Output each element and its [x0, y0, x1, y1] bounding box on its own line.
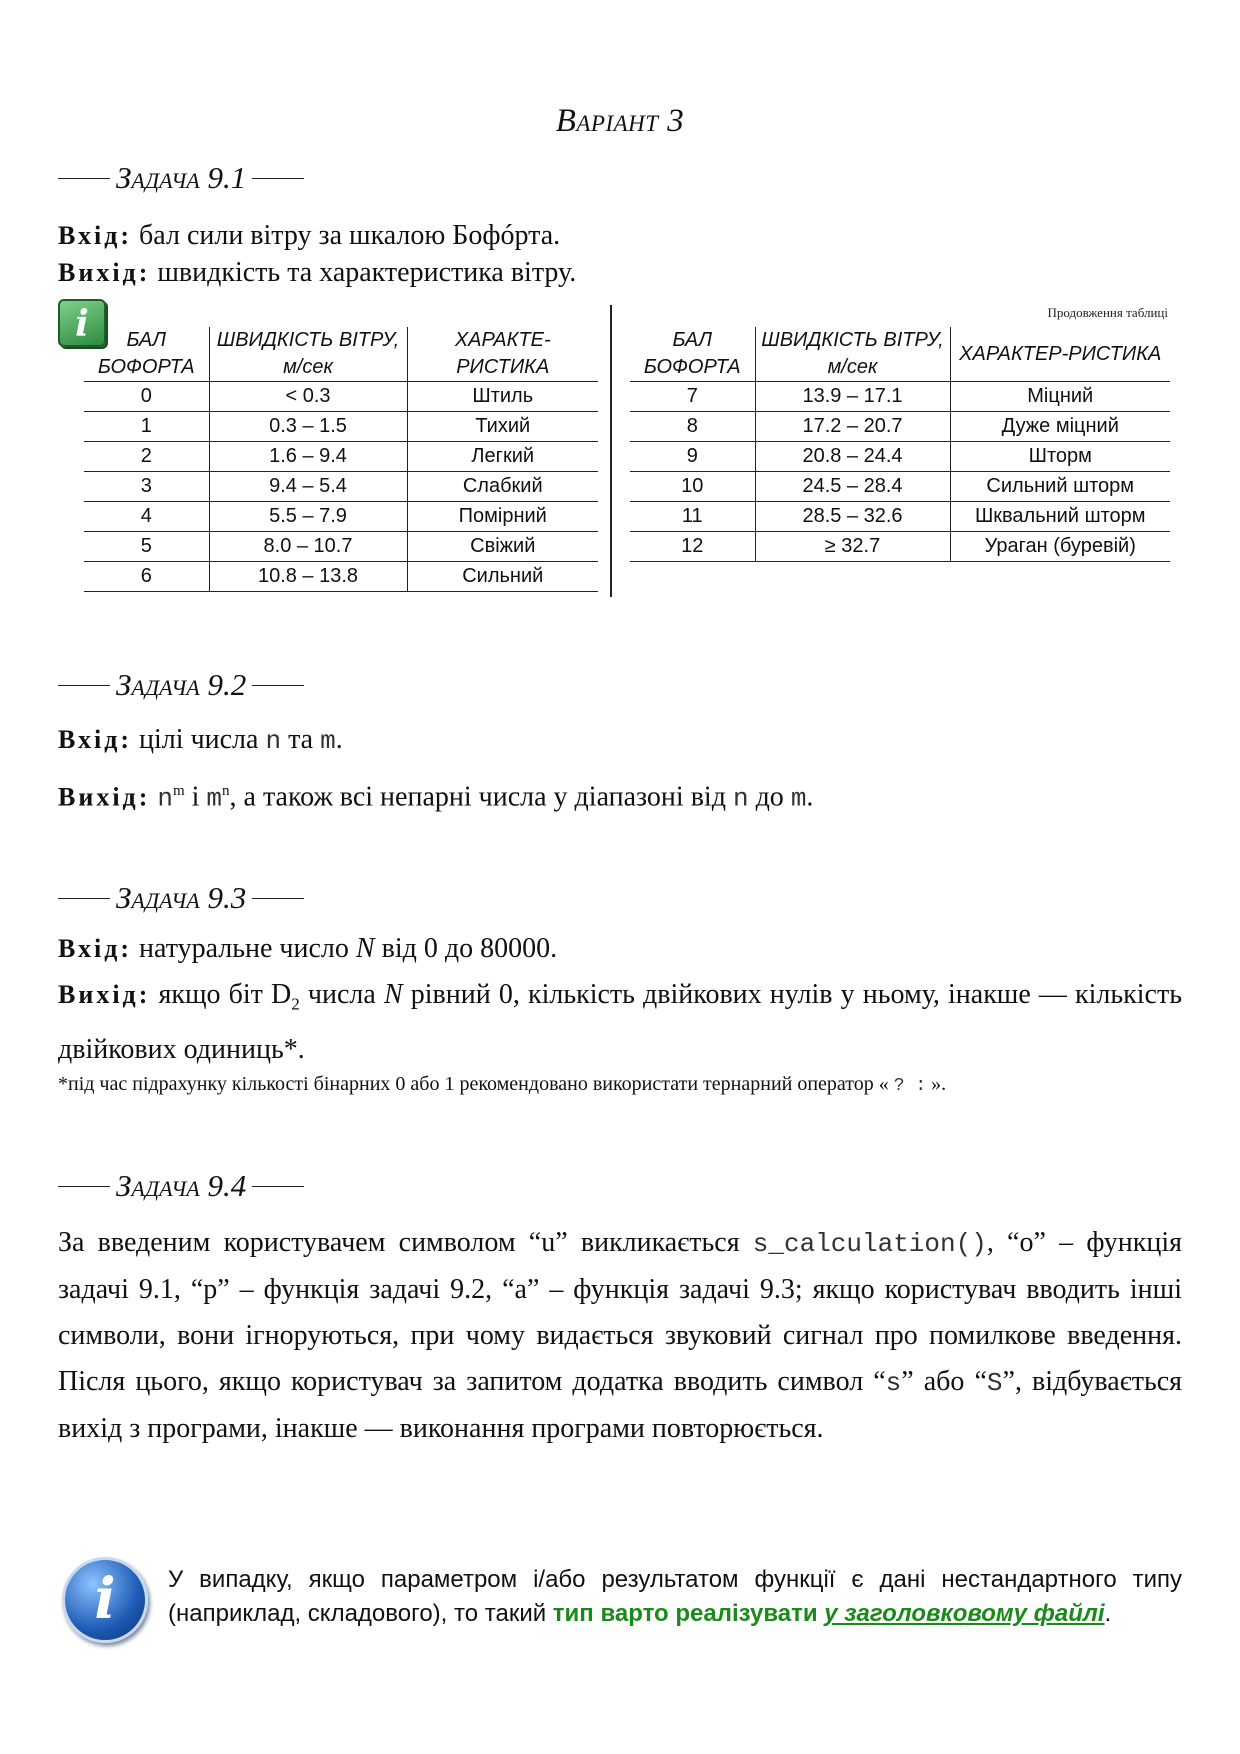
speed-cell: 5.5 – 7.9 — [209, 502, 407, 532]
characteristic-cell: Сильний — [407, 562, 598, 592]
task-9-3-footnote: *під час підрахунку кількості бінарних 0 або 1 рекомендовано використати тернарний оператор « ? : ». — [58, 1073, 947, 1096]
table-row — [84, 472, 598, 502]
beaufort-cell: 7 — [630, 382, 755, 412]
col-header-characteristic: ХАРАКТЕ-РИСТИКА — [407, 327, 598, 382]
task-9-1-heading: Задача 9.1 — [58, 160, 310, 196]
table-row — [84, 532, 598, 562]
col-header-beaufort: БАЛ БОФОРТА — [84, 327, 209, 382]
speed-cell: 13.9 – 17.1 — [755, 382, 950, 412]
beaufort-cell: 2 — [84, 442, 209, 472]
header-file-note: У випадку, якщо параметром і/або результатом функції є дані нестандартного типу (наприклад, складового), то такий тип варто реалізувати у заголовковому файлі. — [168, 1566, 1182, 1627]
characteristic-cell: Легкий — [407, 442, 598, 472]
table-row — [630, 472, 1170, 502]
task-9-3-heading: Задача 9.3 — [58, 880, 310, 916]
info-circle-icon: i — [62, 1557, 148, 1643]
characteristic-cell: Шквальний шторм — [950, 502, 1170, 532]
characteristic-cell: Міцний — [950, 382, 1170, 412]
info-square-icon: i — [58, 299, 106, 347]
speed-cell: 1.6 – 9.4 — [209, 442, 407, 472]
characteristic-cell: Дуже міцний — [950, 412, 1170, 442]
table-row — [630, 382, 1170, 412]
task-9-1-output: Вихід: швидкість та характеристика вітру. — [58, 257, 577, 288]
task-9-3-output: Вихід: якщо біт $D_2$ числа N рівний 0, кількість двійкових нулів у ньому, інакше — кількість двійкових одиниць*. — [58, 979, 1182, 1065]
speed-cell: 28.5 – 32.6 — [755, 502, 950, 532]
col-header-beaufort: БАЛ БОФОРТА — [630, 327, 755, 382]
col-header-speed: ШВИДКІСТЬ ВІТРУ, м/сек — [755, 327, 950, 382]
beaufort-cell: 12 — [630, 532, 755, 562]
task-9-4-description: За введеним користувачем символом “u” викликається s_calculation(), “o” – функція задачі 9.1, “p” – функція задачі 9.2, “a” – функція задачі 9.3; якщо користувач вводить інші символи, вони ігноруються, при чому видається звуковий сигнал про помилкове введення. Після цього, якщо користувач за запитом додатка вводить символ “s” або “S”, відбувається вихід з програми, інакше — виконання програми повторюється. — [58, 1227, 1183, 1444]
table-row — [630, 532, 1170, 562]
characteristic-cell: Слабкий — [407, 472, 598, 502]
table-row — [630, 442, 1170, 472]
characteristic-cell: Помірний — [407, 502, 598, 532]
speed-cell: 0.3 – 1.5 — [209, 412, 407, 442]
table-row — [84, 412, 598, 442]
task-9-4-heading: Задача 9.4 — [58, 1168, 310, 1204]
task-9-3-input: Вхід: натуральне число N від 0 до 80000. — [58, 933, 558, 964]
beaufort-cell: 8 — [630, 412, 755, 442]
speed-cell: 8.0 – 10.7 — [209, 532, 407, 562]
speed-cell: ≥ 32.7 — [755, 532, 950, 562]
speed-cell: 9.4 – 5.4 — [209, 472, 407, 502]
col-header-characteristic: ХАРАКТЕР-РИСТИКА — [950, 327, 1170, 382]
characteristic-cell: Свіжий — [407, 532, 598, 562]
beaufort-cell: 6 — [84, 562, 209, 592]
characteristic-cell: Сильний шторм — [950, 472, 1170, 502]
table-divider — [610, 305, 612, 597]
characteristic-cell: Ураган (буревій) — [950, 532, 1170, 562]
beaufort-table-left — [84, 327, 598, 592]
speed-cell: < 0.3 — [209, 382, 407, 412]
beaufort-cell: 0 — [84, 382, 209, 412]
beaufort-cell: 10 — [630, 472, 755, 502]
characteristic-cell: Тихий — [407, 412, 598, 442]
table-continued-label: Продовження таблиці — [1047, 305, 1168, 320]
beaufort-table-right — [630, 327, 1170, 562]
page-title: Варіант 3 — [555, 103, 685, 139]
characteristic-cell: Шторм — [950, 442, 1170, 472]
task-9-2-output: Вихід: $n^m$ і $m^n$, а також всі непарні числа у діапазоні від n до m. — [58, 781, 814, 814]
table-row — [630, 412, 1170, 442]
table-row — [84, 562, 598, 592]
task-9-1-input: Вхід: бал сили вітру за шкалою Бофóрта. — [58, 220, 561, 251]
characteristic-cell: Штиль — [407, 382, 598, 412]
speed-cell: 24.5 – 28.4 — [755, 472, 950, 502]
beaufort-cell: 9 — [630, 442, 755, 472]
table-row — [84, 442, 598, 472]
beaufort-cell: 1 — [84, 412, 209, 442]
task-9-2-heading: Задача 9.2 — [58, 667, 310, 703]
col-header-speed: ШВИДКІСТЬ ВІТРУ, м/сек — [209, 327, 407, 382]
table-row — [84, 382, 598, 412]
beaufort-cell: 3 — [84, 472, 209, 502]
table-row — [84, 502, 598, 532]
speed-cell: 20.8 – 24.4 — [755, 442, 950, 472]
task-9-2-input: Вхід: цілі числа n та m. — [58, 724, 343, 756]
beaufort-cell: 11 — [630, 502, 755, 532]
beaufort-cell: 5 — [84, 532, 209, 562]
beaufort-cell: 4 — [84, 502, 209, 532]
speed-cell: 17.2 – 20.7 — [755, 412, 950, 442]
table-row — [630, 502, 1170, 532]
speed-cell: 10.8 – 13.8 — [209, 562, 407, 592]
